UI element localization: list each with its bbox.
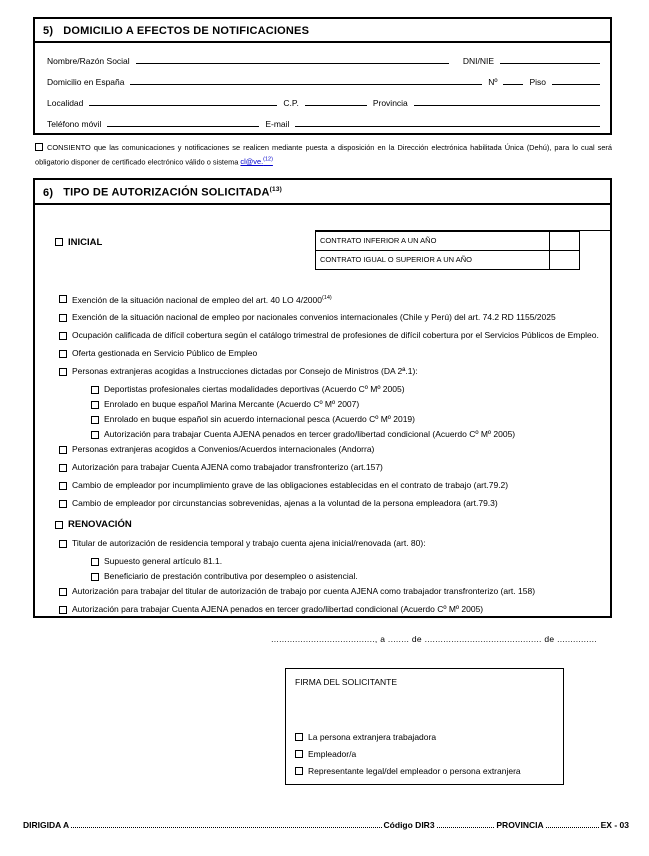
- telefono-field[interactable]: [107, 116, 259, 127]
- section-5-domicilio: [33, 17, 612, 135]
- provincia-footer-field[interactable]: [546, 826, 599, 828]
- field-row-nombre: [47, 46, 600, 67]
- list-item-transfronterizo-157[interactable]: Autorización para trabajar Cuenta AJENA como trabajador transfronterizo (art.157): [59, 462, 602, 473]
- signer-option-representante[interactable]: Representante legal/del empleador o persona extranjera: [295, 766, 563, 776]
- checkbox[interactable]: [91, 573, 99, 581]
- list-item-ocupacion-dificil-cobertura[interactable]: Ocupación calificada de difícil cobertura según el catálogo trimestral de profesiones de difícil cobertura por el Servicios Públicos de Empleo.: [59, 330, 602, 341]
- inicial-label: INICIAL: [68, 236, 103, 248]
- contract-row-label: CONTRATO IGUAL O SUPERIOR A UN AÑO: [316, 250, 550, 269]
- checkbox[interactable]: [59, 588, 67, 596]
- checkbox[interactable]: [59, 464, 67, 472]
- checkbox[interactable]: [91, 416, 99, 424]
- nombre-field[interactable]: [136, 53, 449, 64]
- section-6-number: 6): [43, 186, 54, 199]
- email-field[interactable]: [295, 116, 600, 127]
- section-5-number: 5): [43, 25, 54, 37]
- list-item-cambio-empleador-792[interactable]: Cambio de empleador por incumplimiento grave de las obligaciones establecidas en el contrato de trabajo (art.79.2): [59, 480, 602, 491]
- list-item-exencion-convenios[interactable]: Exención de la situación nacional de empleo por nacionales convenios internacionales (Chile y Perú) del art. 74.2 RD 1155/2025: [59, 312, 602, 323]
- field-row-domicilio: [47, 67, 600, 88]
- checkbox[interactable]: [59, 446, 67, 454]
- localidad-field[interactable]: [89, 95, 277, 106]
- form-code: EX - 03: [600, 820, 629, 830]
- footer-line: [23, 820, 629, 830]
- checkbox[interactable]: [59, 332, 67, 340]
- checkbox[interactable]: [59, 606, 67, 614]
- consent-text: CONSIENTO que las comunicaciones y notificaciones se realicen mediante puesta a disposición en la Dirección electrónica habilitada Única (Dehú), para lo cual será obligatorio disponer de certificado electrónico válido o sistema: [35, 143, 612, 167]
- consent-paragraph: [35, 141, 612, 168]
- dni-label: DNI/NIE: [462, 56, 494, 66]
- clave-footnote: (12): [263, 157, 273, 163]
- checkbox[interactable]: [59, 540, 67, 548]
- contract-duration-table: [315, 230, 580, 270]
- list-item-oferta-gestionada[interactable]: Oferta gestionada en Servicio Público de Empleo: [59, 348, 602, 359]
- checkbox[interactable]: [59, 295, 67, 303]
- section-6-tipo-autorizacion: [33, 178, 612, 618]
- codigo-dir3-field[interactable]: [437, 826, 495, 828]
- dni-field[interactable]: [500, 53, 600, 64]
- section-5-fields: [35, 43, 610, 130]
- domicilio-label: Domicilio en España: [47, 77, 125, 87]
- list-item-enrolado-pesca[interactable]: Enrolado en buque español sin acuerdo internacional pesca (Acuerdo Cº Mº 2019): [91, 414, 602, 425]
- numero-field[interactable]: [503, 74, 523, 85]
- dirigida-a-field[interactable]: [71, 826, 381, 828]
- checkbox[interactable]: [91, 431, 99, 439]
- numero-label: Nº: [488, 77, 498, 87]
- table-row: [316, 250, 580, 269]
- list-item-exencion-art40[interactable]: Exención de la situación nacional de empleo del art. 40 LO 4/2000$^{(14)}$: [59, 293, 602, 306]
- checkbox[interactable]: [91, 558, 99, 566]
- signature-title: FIRMA DEL SOLICITANTE: [295, 677, 398, 687]
- date-place-line[interactable]: ......................................., a ........ de ............................................ de ...............: [271, 634, 597, 644]
- checkbox[interactable]: [59, 314, 67, 322]
- section-5-header: [35, 19, 610, 43]
- provincia-label: Provincia: [372, 98, 408, 108]
- list-item-transfronterizo-158[interactable]: Autorización para trabajar del titular de autorización de trabajo por cuenta AJENA como trabajador transfronterizo (art. 158): [59, 586, 602, 597]
- list-item-titular-renovada-art80[interactable]: Titular de autorización de residencia temporal y trabajo cuenta ajena inicial/renovada (art. 80):: [59, 538, 602, 549]
- inicial-checkbox[interactable]: [55, 238, 63, 246]
- checkbox[interactable]: [295, 750, 303, 758]
- list-item-deportistas[interactable]: Deportistas profesionales ciertas modalidades deportivas (Acuerdo Cº Mº 2005): [91, 384, 602, 395]
- checkbox[interactable]: [59, 368, 67, 376]
- field-row-telefono: [47, 109, 600, 130]
- section-5-title: DOMICILIO A EFECTOS DE NOTIFICACIONES: [63, 25, 310, 37]
- cp-field[interactable]: [305, 95, 367, 106]
- inicial-option[interactable]: [55, 237, 102, 248]
- list-item-enrolado-marina-mercante[interactable]: Enrolado en buque español Marina Mercante (Acuerdo Cº Mº 2007): [91, 399, 602, 410]
- section-6-header: [35, 180, 610, 205]
- provincia-field[interactable]: [414, 95, 600, 106]
- list-item-cambio-empleador-793[interactable]: Cambio de empleador por circunstancias sobrevenidas, ajenas a la voluntad de la persona empleadora (art.79.3): [59, 498, 602, 509]
- section-6-title: TIPO DE AUTORIZACIÓN SOLICITADA$^{(13)}$: [63, 186, 282, 199]
- checkbox[interactable]: [295, 733, 303, 741]
- list-item-renovacion-penados[interactable]: Autorización para trabajar Cuenta AJENA penados en tercer grado/libertad condicional (Acuerdo Cº Mº 2005): [59, 604, 602, 615]
- renovacion-checkbox[interactable]: [55, 521, 63, 529]
- clave-link[interactable]: cl@ve.$^{(12)}$: [240, 157, 273, 167]
- signer-option-empleador[interactable]: Empleador/a: [295, 749, 563, 759]
- list-item-convenios-andorra[interactable]: Personas extranjeras acogidos a Convenios/Acuerdos internacionales (Andorra): [59, 444, 602, 455]
- cp-label: C.P.: [283, 98, 299, 108]
- list-item-beneficiario-prestacion[interactable]: Beneficiario de prestación contributiva por desempleo o asistencial.: [91, 571, 602, 582]
- dirigida-a-label: DIRIGIDA A: [23, 820, 70, 830]
- authorization-options-list: [35, 293, 602, 623]
- email-label: E-mail: [265, 119, 290, 129]
- consent-checkbox[interactable]: [35, 143, 43, 151]
- list-item-supuesto-general-811[interactable]: Supuesto general artículo 81.1.: [91, 556, 602, 567]
- checkbox[interactable]: [295, 767, 303, 775]
- signature-options: [286, 725, 563, 784]
- contract-row-label: CONTRATO INFERIOR A UN AÑO: [316, 231, 550, 251]
- list-item-penados-tercer-grado[interactable]: Autorización para trabajar Cuenta AJENA penados en tercer grado/libertad condicional (Acuerdo Cº Mº 2005): [91, 429, 602, 440]
- piso-field[interactable]: [552, 74, 600, 85]
- signature-box: [285, 668, 564, 785]
- table-edge-line: [580, 230, 610, 231]
- checkbox[interactable]: [59, 500, 67, 508]
- renovacion-option[interactable]: [55, 519, 602, 530]
- checkbox[interactable]: [59, 482, 67, 490]
- checkbox[interactable]: [91, 401, 99, 409]
- table-row: [316, 231, 580, 251]
- contract-inferior-checkbox[interactable]: [550, 231, 580, 251]
- provincia-footer-label: PROVINCIA: [496, 820, 544, 830]
- piso-label: Piso: [529, 77, 546, 87]
- signer-option-extranjera[interactable]: La persona extranjera trabajadora: [295, 732, 563, 742]
- checkbox[interactable]: [91, 386, 99, 394]
- renovacion-label: RENOVACIÓN: [68, 519, 132, 531]
- contract-superior-checkbox[interactable]: [550, 250, 580, 269]
- checkbox[interactable]: [59, 350, 67, 358]
- domicilio-field[interactable]: [130, 74, 482, 85]
- telefono-label: Teléfono móvil: [47, 119, 102, 129]
- codigo-dir3-label: Código DIR3: [383, 820, 435, 830]
- localidad-label: Localidad: [47, 98, 84, 108]
- section-6-footnote: (13): [269, 186, 282, 193]
- list-item-instrucciones-consejo-ministros[interactable]: Personas extranjeras acogidas a Instrucciones dictadas por Consejo de Ministros (DA 2ª.1):: [59, 366, 602, 377]
- section-6-content: [35, 205, 610, 641]
- field-row-localidad: [47, 88, 600, 109]
- nombre-label: Nombre/Razón Social: [47, 56, 130, 66]
